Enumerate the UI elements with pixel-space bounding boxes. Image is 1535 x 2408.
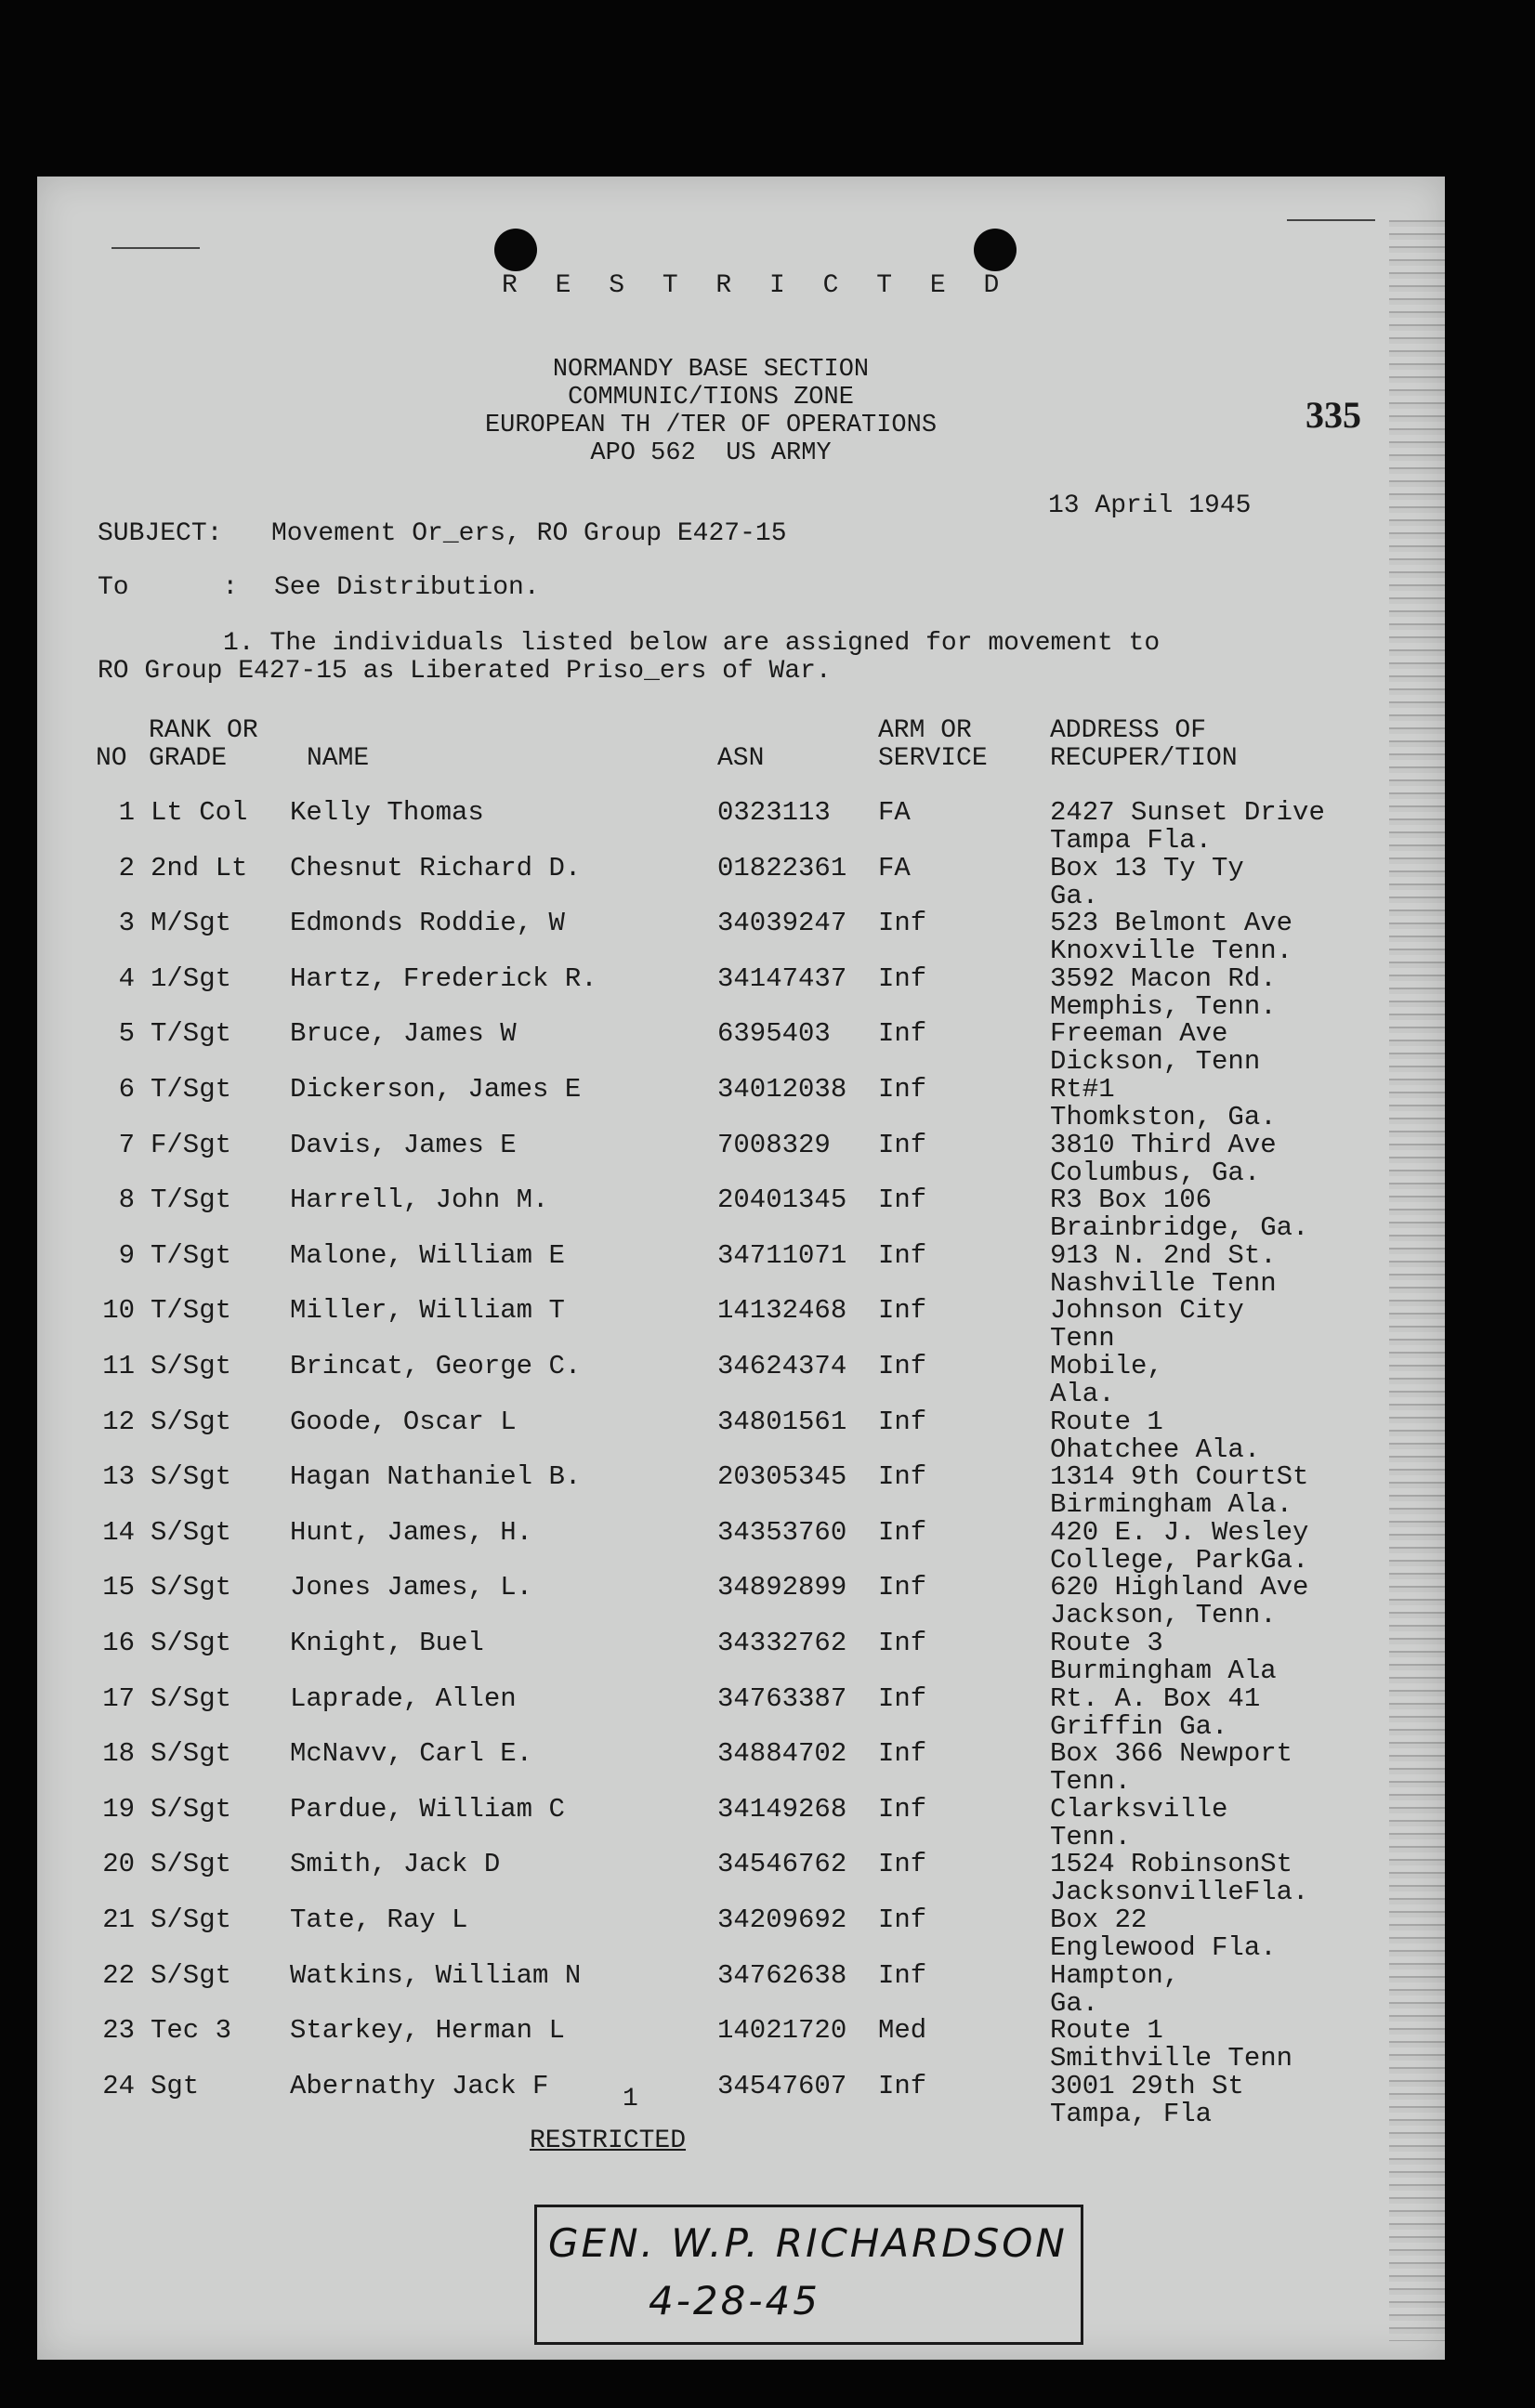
- row-address-line1: 420 E. J. Wesley: [1050, 1516, 1309, 1548]
- row-name: Hagan Nathaniel B.: [290, 1461, 582, 1493]
- table-row: [37, 1959, 1445, 2019]
- row-address-line2: Birmingham Ala.: [1050, 1489, 1293, 1521]
- row-address-line2: Smithville Tenn: [1050, 2043, 1293, 2074]
- row-arm: Inf: [878, 1516, 927, 1548]
- row-rank: T/Sgt: [151, 1295, 232, 1327]
- row-address-line1: Rt. A. Box 41: [1050, 1682, 1261, 1714]
- row-asn: 34147437: [717, 962, 847, 994]
- row-arm: FA: [878, 797, 911, 828]
- row-address-line2: Jackson, Tenn.: [1050, 1600, 1277, 1631]
- table-row: [37, 910, 1445, 965]
- row-rank: Lt Col: [151, 797, 248, 828]
- row-address-line2: Ga.: [1050, 880, 1099, 911]
- row-arm: Inf: [878, 1849, 927, 1880]
- col-rank-line1: RANK OR: [149, 716, 258, 745]
- row-asn: 0323113: [717, 797, 831, 828]
- row-asn: 14132468: [717, 1295, 847, 1327]
- table-row: [37, 1408, 1445, 1464]
- row-rank: S/Sgt: [151, 1572, 232, 1603]
- row-arm: Med: [878, 2015, 927, 2047]
- row-name: Brincat, George C.: [290, 1351, 582, 1381]
- row-asn: 20305345: [717, 1461, 847, 1493]
- row-address-line2: Ala.: [1050, 1379, 1115, 1409]
- row-address-line1: 620 Highland Ave: [1050, 1572, 1309, 1603]
- row-name: Hartz, Frederick R.: [290, 962, 597, 994]
- row-name: Chesnut Richard D.: [290, 852, 582, 883]
- row-address-line2: Tenn: [1050, 1323, 1115, 1354]
- row-address-line1: Box 22: [1050, 1904, 1148, 1935]
- row-address-line2: College, ParkGa.: [1050, 1544, 1309, 1576]
- row-number: 2: [118, 852, 135, 883]
- row-number: 12: [102, 1406, 135, 1437]
- table-row: [37, 1076, 1445, 1132]
- row-rank: 1/Sgt: [151, 962, 232, 994]
- row-number: 5: [118, 1018, 135, 1050]
- punch-hole-right: [974, 229, 1017, 271]
- row-rank: Sgt: [151, 2070, 200, 2101]
- table-row: [37, 1629, 1445, 1685]
- row-rank: S/Sgt: [151, 1959, 232, 1991]
- table-row: [37, 1353, 1445, 1408]
- row-number: 11: [102, 1351, 135, 1381]
- row-rank: T/Sgt: [151, 1074, 232, 1105]
- row-name: Kelly Thomas: [290, 797, 484, 828]
- row-address-line1: Route 1: [1050, 2015, 1163, 2047]
- paragraph-line-1: 1. The individuals listed below are assigned for movement to: [223, 629, 1161, 658]
- row-number: 9: [118, 1239, 135, 1271]
- row-address-line1: 913 N. 2nd St.: [1050, 1239, 1277, 1271]
- col-no: NO: [96, 744, 127, 773]
- row-number: 24: [102, 2070, 135, 2101]
- classification-top: R E S T R I C T E D: [502, 271, 1011, 300]
- table-row: [37, 1793, 1445, 1852]
- header-line-1: NORMANDY BASE SECTION: [552, 356, 870, 384]
- row-number: 18: [102, 1738, 135, 1770]
- margin-tick-left: [112, 247, 200, 249]
- row-address-line1: Johnson City: [1050, 1295, 1244, 1327]
- row-arm: Inf: [878, 1628, 927, 1658]
- row-arm: FA: [878, 852, 911, 883]
- row-rank: Tec 3: [151, 2015, 232, 2047]
- table-row: [37, 1740, 1445, 1796]
- row-address-line2: Tenn.: [1050, 1766, 1132, 1798]
- table-row: [37, 1297, 1445, 1353]
- col-address-line2: RECUPER/TION: [1050, 744, 1238, 773]
- row-name: Pardue, William C: [290, 1793, 565, 1825]
- table-row: [37, 2017, 1445, 2073]
- table-row: [37, 1129, 1445, 1188]
- row-arm: Inf: [878, 1129, 927, 1160]
- subject-text: Movement Or_ers, RO Group E427-15: [271, 519, 787, 548]
- row-asn: 34012038: [717, 1074, 847, 1105]
- table-row: [37, 1682, 1445, 1742]
- row-address-line2: Knoxville Tenn.: [1050, 936, 1293, 967]
- row-address-line1: R3 Box 106: [1050, 1184, 1213, 1216]
- row-name: Miller, William T: [290, 1295, 565, 1327]
- to-text: See Distribution.: [274, 573, 540, 602]
- row-name: Bruce, James W: [290, 1018, 517, 1050]
- row-address-line2: Memphis, Tenn.: [1050, 990, 1277, 1022]
- row-rank: S/Sgt: [151, 1682, 232, 1714]
- row-name: Jones James, L.: [290, 1572, 533, 1603]
- row-arm: Inf: [878, 1018, 927, 1050]
- row-number: 7: [118, 1129, 135, 1160]
- row-rank: 2nd Lt: [151, 852, 248, 883]
- row-address-line2: JacksonvilleFla.: [1050, 1877, 1309, 1908]
- row-asn: 34624374: [717, 1351, 847, 1381]
- row-address-line1: Box 366 Newport: [1050, 1738, 1293, 1770]
- row-rank: S/Sgt: [151, 1793, 232, 1825]
- row-rank: S/Sgt: [151, 1849, 232, 1880]
- row-rank: S/Sgt: [151, 1628, 232, 1658]
- subject-label: SUBJECT:: [98, 519, 223, 548]
- row-asn: 34884702: [717, 1738, 847, 1770]
- row-number: 10: [102, 1295, 135, 1327]
- row-rank: S/Sgt: [151, 1406, 232, 1437]
- row-address-line1: Box 13 Ty Ty: [1050, 852, 1244, 883]
- row-asn: 34762638: [717, 1959, 847, 1991]
- row-arm: Inf: [878, 1295, 927, 1327]
- row-name: Goode, Oscar L: [290, 1406, 517, 1437]
- table-row: [37, 1020, 1445, 1076]
- row-address-line1: Route 1: [1050, 1406, 1163, 1437]
- row-rank: M/Sgt: [151, 908, 232, 939]
- row-arm: Inf: [878, 1074, 927, 1105]
- table-row: [37, 1239, 1445, 1299]
- table-row: [37, 799, 1445, 855]
- row-arm: Inf: [878, 962, 927, 994]
- row-asn: 34711071: [717, 1239, 847, 1271]
- row-asn: 34149268: [717, 1793, 847, 1825]
- row-address-line2: Burmingham Ala: [1050, 1656, 1277, 1686]
- row-number: 16: [102, 1628, 135, 1658]
- col-address-line1: ADDRESS OF: [1050, 716, 1207, 745]
- classification-bottom: RESTRICTED: [530, 2127, 687, 2155]
- row-address-line2: Tenn.: [1050, 1821, 1132, 1852]
- row-number: 6: [118, 1074, 135, 1105]
- header-line-3: EUROPEAN TH /TER OF OPERATIONS: [484, 412, 938, 439]
- row-number: 14: [102, 1516, 135, 1548]
- row-name: Dickerson, James E: [290, 1074, 582, 1105]
- row-asn: 20401345: [717, 1184, 847, 1216]
- table-row: [37, 852, 1445, 911]
- row-name: Tate, Ray L: [290, 1904, 468, 1935]
- row-name: Watkins, William N: [290, 1959, 582, 1991]
- row-asn: 01822361: [717, 852, 847, 883]
- row-number: 17: [102, 1682, 135, 1714]
- handwritten-line-2: 4-28-45: [649, 2278, 820, 2323]
- row-arm: Inf: [878, 908, 927, 939]
- row-address-line1: 3592 Macon Rd.: [1050, 962, 1277, 994]
- row-number: 13: [102, 1461, 135, 1493]
- document-sheet: [37, 177, 1445, 2360]
- row-arm: Inf: [878, 1959, 927, 1991]
- footer-page-number: 1: [623, 2085, 638, 2114]
- col-arm-line2: SERVICE: [878, 744, 988, 773]
- row-number: 3: [118, 908, 135, 939]
- row-address-line1: 1524 RobinsonSt: [1050, 1849, 1293, 1880]
- row-arm: Inf: [878, 1572, 927, 1603]
- row-address-line2: Ga.: [1050, 1987, 1099, 2019]
- margin-tick-right: [1287, 219, 1375, 221]
- row-arm: Inf: [878, 1682, 927, 1714]
- row-address-line2: Tampa, Fla: [1050, 2098, 1213, 2129]
- row-name: Knight, Buel: [290, 1628, 484, 1658]
- row-name: Abernathy Jack F: [290, 2070, 549, 2101]
- handwritten-line-1: GEN. W.P. RICHARDSON: [548, 2220, 1068, 2266]
- row-asn: 34546762: [717, 1849, 847, 1880]
- header-line-2: COMMUNIC/TIONS ZONE: [568, 384, 854, 412]
- table-row: [37, 962, 1445, 1022]
- table-row: [37, 1851, 1445, 1906]
- row-rank: S/Sgt: [151, 1904, 232, 1935]
- row-address-line2: Dickson, Tenn: [1050, 1046, 1261, 1078]
- row-arm: Inf: [878, 1406, 927, 1437]
- row-name: Hunt, James, H.: [290, 1516, 533, 1548]
- col-arm-line1: ARM OR: [878, 716, 972, 745]
- row-address-line2: Nashville Tenn: [1050, 1267, 1277, 1299]
- row-arm: Inf: [878, 2070, 927, 2101]
- header-line-4: APO 562 US ARMY: [590, 439, 832, 467]
- row-number: 1: [118, 797, 135, 828]
- document-date: 13 April 1945: [1048, 491, 1252, 520]
- row-rank: F/Sgt: [151, 1129, 232, 1160]
- row-asn: 34353760: [717, 1516, 847, 1548]
- to-label: To :: [98, 573, 239, 602]
- row-address-line1: 2427 Sunset Drive: [1050, 797, 1325, 828]
- row-address-line1: Mobile,: [1050, 1351, 1163, 1381]
- row-rank: S/Sgt: [151, 1461, 232, 1493]
- row-address-line2: Ohatchee Ala.: [1050, 1433, 1261, 1465]
- row-name: Davis, James E: [290, 1129, 517, 1160]
- row-asn: 34039247: [717, 908, 847, 939]
- row-arm: Inf: [878, 1461, 927, 1493]
- row-name: Laprade, Allen: [290, 1682, 517, 1714]
- col-name: NAME: [307, 744, 370, 773]
- row-address-line1: Hampton,: [1050, 1959, 1180, 1991]
- row-arm: Inf: [878, 1184, 927, 1216]
- row-asn: 34801561: [717, 1406, 847, 1437]
- row-asn: 34332762: [717, 1628, 847, 1658]
- row-address-line1: Freeman Ave: [1050, 1018, 1228, 1050]
- row-asn: 6395403: [717, 1018, 831, 1050]
- page-number: 335: [1305, 394, 1361, 436]
- row-address-line2: Columbus, Ga.: [1050, 1157, 1261, 1188]
- row-number: 4: [118, 962, 135, 994]
- row-rank: T/Sgt: [151, 1184, 232, 1216]
- row-number: 21: [102, 1904, 135, 1935]
- handwritten-annotation-box: [534, 2205, 1083, 2345]
- row-rank: S/Sgt: [151, 1738, 232, 1770]
- row-number: 20: [102, 1849, 135, 1880]
- row-rank: T/Sgt: [151, 1239, 232, 1271]
- row-address-line1: Clarksville: [1050, 1793, 1228, 1825]
- row-name: Starkey, Herman L: [290, 2015, 565, 2047]
- col-rank-line2: GRADE: [149, 744, 228, 773]
- row-address-line2: Tampa Fla.: [1050, 825, 1213, 856]
- row-address-line2: Thomkston, Ga.: [1050, 1102, 1277, 1132]
- row-arm: Inf: [878, 1793, 927, 1825]
- row-address-line2: Griffin Ga.: [1050, 1710, 1228, 1742]
- row-asn: 34763387: [717, 1682, 847, 1714]
- table-row: [37, 1906, 1445, 1962]
- row-rank: S/Sgt: [151, 1516, 232, 1548]
- row-arm: Inf: [878, 1904, 927, 1935]
- row-address-line1: 3810 Third Ave: [1050, 1129, 1277, 1160]
- punch-hole-left: [494, 229, 537, 271]
- row-asn: 14021720: [717, 2015, 847, 2047]
- row-number: 15: [102, 1572, 135, 1603]
- row-arm: Inf: [878, 1351, 927, 1381]
- table-row: [37, 2070, 1445, 2129]
- table-row: [37, 1516, 1445, 1576]
- table-row: [37, 1574, 1445, 1629]
- row-address-line1: Rt#1: [1050, 1074, 1115, 1105]
- row-rank: S/Sgt: [151, 1351, 232, 1381]
- row-arm: Inf: [878, 1239, 927, 1271]
- row-name: Edmonds Roddie, W: [290, 908, 565, 939]
- row-name: McNavv, Carl E.: [290, 1738, 533, 1770]
- row-name: Smith, Jack D: [290, 1849, 501, 1880]
- row-address-line1: Route 3: [1050, 1628, 1163, 1658]
- col-asn: ASN: [717, 744, 765, 773]
- row-number: 19: [102, 1793, 135, 1825]
- table-row: [37, 1463, 1445, 1519]
- row-number: 8: [118, 1184, 135, 1216]
- row-address-line1: 3001 29th St: [1050, 2070, 1244, 2101]
- row-address-line1: 1314 9th CourtSt: [1050, 1461, 1309, 1493]
- row-asn: 7008329: [717, 1129, 831, 1160]
- row-asn: 34547607: [717, 2070, 847, 2101]
- row-name: Harrell, John M.: [290, 1184, 549, 1216]
- row-address-line2: Englewood Fla.: [1050, 1932, 1277, 1963]
- row-arm: Inf: [878, 1738, 927, 1770]
- row-name: Malone, William E: [290, 1239, 565, 1271]
- table-row: [37, 1186, 1445, 1242]
- row-number: 22: [102, 1959, 135, 1991]
- row-asn: 34209692: [717, 1904, 847, 1935]
- row-address-line2: Brainbridge, Ga.: [1050, 1212, 1309, 1244]
- row-rank: T/Sgt: [151, 1018, 232, 1050]
- row-number: 23: [102, 2015, 135, 2047]
- row-address-line1: 523 Belmont Ave: [1050, 908, 1293, 939]
- paragraph-line-2: RO Group E427-15 as Liberated Priso_ers of War.: [98, 657, 832, 686]
- row-asn: 34892899: [717, 1572, 847, 1603]
